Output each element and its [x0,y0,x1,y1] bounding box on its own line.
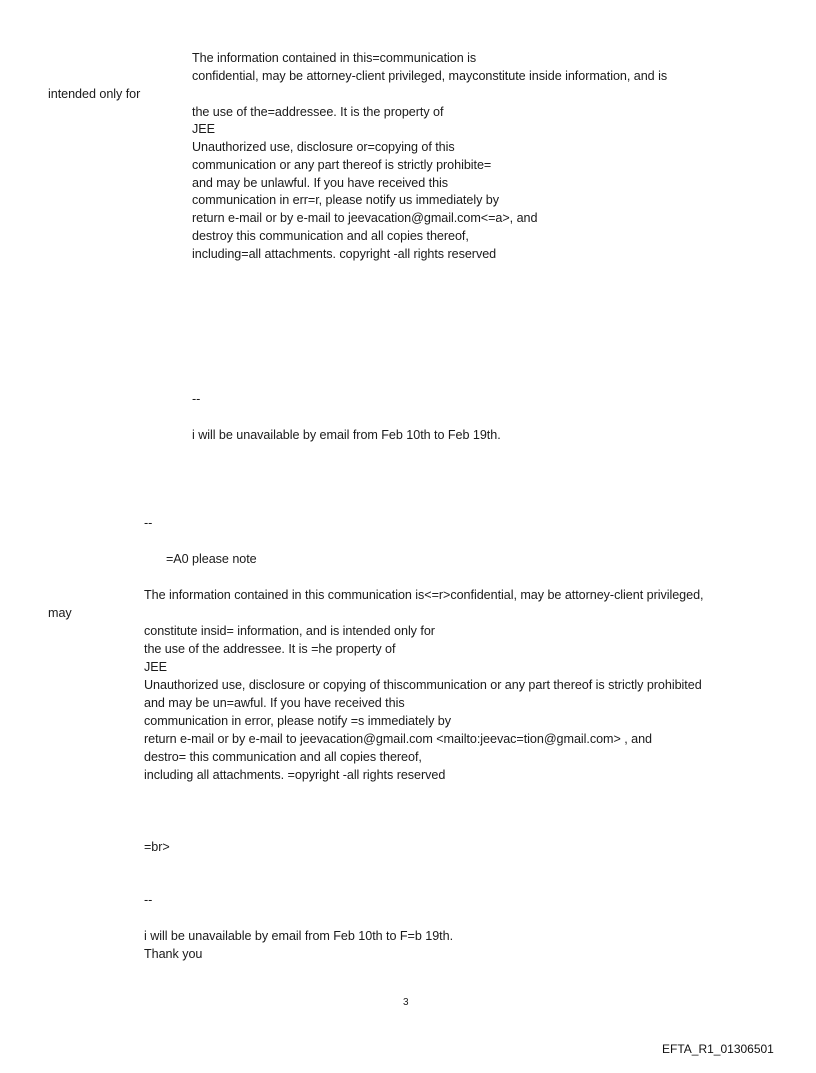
disclaimer-line: destroy this communication and all copies thereof, [192,229,469,243]
disclaimer-line: and may be un=awful. If you have received this [144,696,405,710]
page-number: 3 [403,997,409,1008]
disclaimer-line: including=all attachments. copyright -all rights reserved [192,247,497,261]
disclaimer-line: the use of the addressee. It is =he property of [144,642,396,656]
document-id: EFTA_R1_01306501 [662,1042,774,1056]
disclaimer-line: and may be unlawful. If you have received this [192,176,449,190]
disclaimer-line: Unauthorized use, disclosure or copying of thiscommunication or any part thereof is strictly prohibited [144,678,702,692]
br-tag-artifact: =br> [144,840,170,854]
disclaimer-line: The information contained in this=communication is [192,51,477,65]
disclaimer-line: confidential, may be attorney-client privileged, mayconstitute inside information, and is [192,69,668,83]
disclaimer-line: the use of the=addressee. It is the property of [192,105,444,119]
unavailable-notice: i will be unavailable by email from Feb 10th to F=b 19th. [144,929,454,943]
disclaimer-line: communication or any part thereof is strictly prohibite= [192,158,492,172]
disclaimer-line: destro= this communication and all copies thereof, [144,750,422,764]
disclaimer-line: JEE [144,660,167,674]
disclaimer-line: may [48,606,72,620]
disclaimer-line: including all attachments. =opyright -all rights reserved [144,768,446,782]
thank-you-line: Thank you [144,947,203,961]
signature-separator: -- [144,516,153,530]
disclaimer-line: The information contained in this communication is<=r>confidential, may be attorney-client privileged, [144,588,704,602]
disclaimer-line: Unauthorized use, disclosure or=copying of this [192,140,455,154]
disclaimer-line: JEE [192,122,215,136]
please-note-line: =A0 please note [166,552,257,566]
disclaimer-line: return e-mail or by e-mail to jeevacation@gmail.com<=a>, and [192,211,538,225]
signature-separator: -- [144,893,153,907]
unavailable-notice: i will be unavailable by email from Feb 10th to Feb 19th. [192,428,501,442]
disclaimer-line: communication in error, please notify =s immediately by [144,714,451,728]
disclaimer-line: constitute insid= information, and is intended only for [144,624,435,638]
disclaimer-line: intended only for [48,87,141,101]
disclaimer-line: communication in err=r, please notify us immediately by [192,193,499,207]
signature-separator: -- [192,392,201,406]
disclaimer-line: return e-mail or by e-mail to jeevacation@gmail.com <mailto:jeevac=tion@gmail.com> , and [144,732,652,746]
